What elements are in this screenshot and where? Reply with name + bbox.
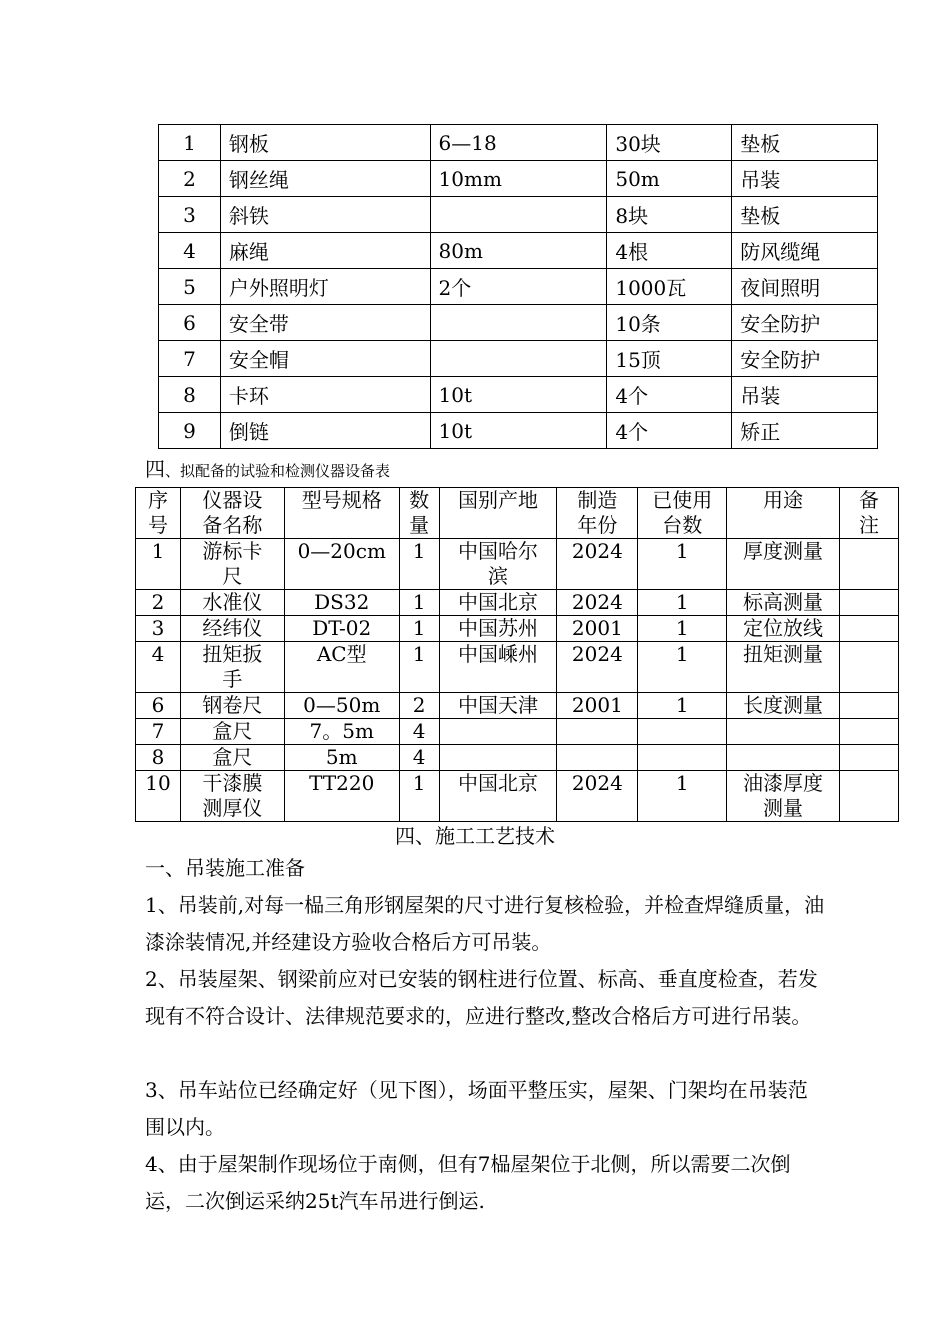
instrument-cell	[839, 616, 898, 642]
materials-cell: 5	[159, 269, 221, 305]
instrument-cell: 1	[638, 642, 727, 693]
instrument-row	[136, 745, 899, 771]
instrument-cell: DS32	[284, 590, 399, 616]
materials-cell	[430, 341, 607, 377]
instrument-cell: 2001	[557, 693, 638, 719]
subsection-title: 一、吊装施工准备	[145, 856, 305, 880]
instrument-cell	[439, 719, 557, 745]
materials-cell: 麻绳	[220, 233, 430, 269]
instrument-cell	[727, 719, 840, 745]
materials-cell	[430, 305, 607, 341]
materials-row	[159, 377, 878, 413]
materials-row	[159, 305, 878, 341]
materials-table-body	[159, 125, 878, 449]
instrument-cell: 1	[638, 693, 727, 719]
materials-cell: 30块	[607, 125, 732, 161]
instrument-cell: 2024	[557, 642, 638, 693]
materials-cell: 8	[159, 377, 221, 413]
paragraph-3: 3、吊车站位已经确定好（见下图），场面平整压实，屋架、门架均在吊装范围以内。	[145, 1078, 808, 1139]
paragraph-4: 4、由于屋架制作现场位于南侧，但有7榀屋架位于北侧，所以需要二次倒运，二次倒运采纳25t汽车吊进行倒运.	[145, 1152, 791, 1213]
instrument-cell: 2	[136, 590, 181, 616]
materials-cell: 垫板	[732, 125, 878, 161]
instrument-cell: 1	[638, 616, 727, 642]
instrument-cell: 长度测量	[727, 693, 840, 719]
materials-cell: 6—18	[430, 125, 607, 161]
materials-row	[159, 197, 878, 233]
instrument-cell	[839, 745, 898, 771]
materials-row	[159, 341, 878, 377]
materials-row	[159, 413, 878, 449]
instrument-cell: 1	[638, 771, 727, 822]
materials-cell: 户外照明灯	[220, 269, 430, 305]
instrument-cell	[638, 719, 727, 745]
instrument-cell: DT-02	[284, 616, 399, 642]
header-cell: 用途	[727, 488, 840, 539]
instrument-cell: 1	[399, 590, 439, 616]
instrument-cell: 游标卡尺	[180, 539, 284, 590]
instrument-cell: 1	[638, 539, 727, 590]
instrument-cell: 中国北京	[439, 771, 557, 822]
instrument-cell: 盒尺	[180, 745, 284, 771]
instrument-row	[136, 719, 899, 745]
header-cell: 序号	[136, 488, 181, 539]
instrument-table-heading	[145, 453, 390, 482]
instrument-cell: 标高测量	[727, 590, 840, 616]
instrument-cell: 3	[136, 616, 181, 642]
header-cell: 仪器设备名称	[180, 488, 284, 539]
instrument-cell	[839, 693, 898, 719]
materials-cell: 80m	[430, 233, 607, 269]
instrument-row	[136, 539, 899, 590]
instrument-cell: 8	[136, 745, 181, 771]
materials-cell: 4	[159, 233, 221, 269]
instrument-cell: 1	[136, 539, 181, 590]
instrument-cell: 中国天津	[439, 693, 557, 719]
materials-cell: 4根	[607, 233, 732, 269]
instrument-cell: 经纬仪	[180, 616, 284, 642]
paragraph-1: 1、吊装前,对每一榀三角形钢屋架的尺寸进行复核检验，并检查焊缝质量，油漆涂装情况,并经建设方验收合格后方可吊装。	[145, 893, 825, 954]
materials-table	[158, 124, 878, 449]
section-title: 四、施工工艺技术	[395, 824, 555, 848]
materials-cell: 安全防护	[732, 305, 878, 341]
instrument-cell: 5m	[284, 745, 399, 771]
materials-cell: 安全防护	[732, 341, 878, 377]
instrument-cell: 4	[399, 745, 439, 771]
materials-cell: 钢丝绳	[220, 161, 430, 197]
instrument-cell	[839, 771, 898, 822]
materials-cell: 10条	[607, 305, 732, 341]
instrument-cell: 中国北京	[439, 590, 557, 616]
instrument-cell: 2001	[557, 616, 638, 642]
instrument-cell: 扭矩测量	[727, 642, 840, 693]
paragraph-2: 2、吊装屋架、钢梁前应对已安装的钢柱进行位置、标高、垂直度检查，若发现有不符合设计、法律规范要求的，应进行整改,整改合格后方可进行吊装。	[145, 967, 818, 1028]
instrument-row	[136, 590, 899, 616]
materials-cell	[430, 197, 607, 233]
materials-cell: 吊装	[732, 161, 878, 197]
materials-cell: 10mm	[430, 161, 607, 197]
instrument-cell: 中国哈尔滨	[439, 539, 557, 590]
instrument-cell: 1	[399, 616, 439, 642]
instrument-cell	[557, 719, 638, 745]
instrument-cell: 中国苏州	[439, 616, 557, 642]
instrument-cell: 2024	[557, 771, 638, 822]
materials-cell: 6	[159, 305, 221, 341]
materials-cell: 7	[159, 341, 221, 377]
materials-cell: 夜间照明	[732, 269, 878, 305]
instrument-row	[136, 693, 899, 719]
header-cell: 备注	[839, 488, 898, 539]
materials-cell: 安全帽	[220, 341, 430, 377]
instrument-cell: 10	[136, 771, 181, 822]
materials-row	[159, 269, 878, 305]
instrument-table-header-row	[136, 488, 899, 539]
materials-cell: 15顶	[607, 341, 732, 377]
instrument-cell: 1	[399, 539, 439, 590]
materials-cell: 防风缆绳	[732, 233, 878, 269]
instrument-cell: 2024	[557, 590, 638, 616]
instrument-cell: 1	[399, 642, 439, 693]
materials-cell: 卡环	[220, 377, 430, 413]
header-cell: 制造年份	[557, 488, 638, 539]
instrument-cell: 定位放线	[727, 616, 840, 642]
instrument-cell: 4	[136, 642, 181, 693]
instrument-cell	[839, 539, 898, 590]
instrument-cell: 1	[399, 771, 439, 822]
materials-cell: 4个	[607, 377, 732, 413]
materials-cell: 9	[159, 413, 221, 449]
instrument-cell: 7。5m	[284, 719, 399, 745]
materials-cell: 2个	[430, 269, 607, 305]
materials-cell: 安全带	[220, 305, 430, 341]
instrument-cell	[839, 642, 898, 693]
instrument-heading-text: 、拟配备的试验和检测仪器设备表	[165, 462, 391, 480]
instrument-cell	[839, 590, 898, 616]
instrument-row	[136, 616, 899, 642]
materials-cell: 2	[159, 161, 221, 197]
materials-row	[159, 161, 878, 197]
materials-cell: 垫板	[732, 197, 878, 233]
instrument-cell: 4	[399, 719, 439, 745]
header-cell: 已使用台数	[638, 488, 727, 539]
instrument-cell: TT220	[284, 771, 399, 822]
instrument-cell	[727, 745, 840, 771]
instrument-cell: 0—20cm	[284, 539, 399, 590]
instrument-cell: 7	[136, 719, 181, 745]
header-cell: 数量	[399, 488, 439, 539]
instrument-cell: 油漆厚度测量	[727, 771, 840, 822]
instrument-cell: 扭矩扳手	[180, 642, 284, 693]
materials-cell: 8块	[607, 197, 732, 233]
materials-cell: 1000瓦	[607, 269, 732, 305]
instrument-cell: AC型	[284, 642, 399, 693]
instrument-cell: 干漆膜测厚仪	[180, 771, 284, 822]
materials-row	[159, 125, 878, 161]
instrument-heading-prefix: 四	[145, 457, 165, 481]
materials-cell: 斜铁	[220, 197, 430, 233]
header-cell: 型号规格	[284, 488, 399, 539]
instrument-cell	[439, 745, 557, 771]
header-cell: 国别产地	[439, 488, 557, 539]
instrument-table	[135, 487, 899, 822]
instrument-table-body	[136, 539, 899, 822]
materials-cell: 矫正	[732, 413, 878, 449]
materials-cell: 吊装	[732, 377, 878, 413]
materials-cell: 钢板	[220, 125, 430, 161]
materials-cell: 10t	[430, 413, 607, 449]
materials-cell: 50m	[607, 161, 732, 197]
materials-cell: 倒链	[220, 413, 430, 449]
materials-cell: 10t	[430, 377, 607, 413]
instrument-row	[136, 642, 899, 693]
instrument-cell	[557, 745, 638, 771]
instrument-cell: 1	[638, 590, 727, 616]
materials-row	[159, 233, 878, 269]
instrument-cell: 盒尺	[180, 719, 284, 745]
materials-cell: 4个	[607, 413, 732, 449]
instrument-cell: 钢卷尺	[180, 693, 284, 719]
instrument-cell: 中国嵊州	[439, 642, 557, 693]
instrument-cell: 水准仪	[180, 590, 284, 616]
instrument-cell: 6	[136, 693, 181, 719]
instrument-row	[136, 771, 899, 822]
instrument-cell	[638, 745, 727, 771]
instrument-cell: 2024	[557, 539, 638, 590]
materials-cell: 3	[159, 197, 221, 233]
instrument-cell: 0—50m	[284, 693, 399, 719]
materials-cell: 1	[159, 125, 221, 161]
instrument-cell	[839, 719, 898, 745]
instrument-cell: 2	[399, 693, 439, 719]
instrument-cell: 厚度测量	[727, 539, 840, 590]
